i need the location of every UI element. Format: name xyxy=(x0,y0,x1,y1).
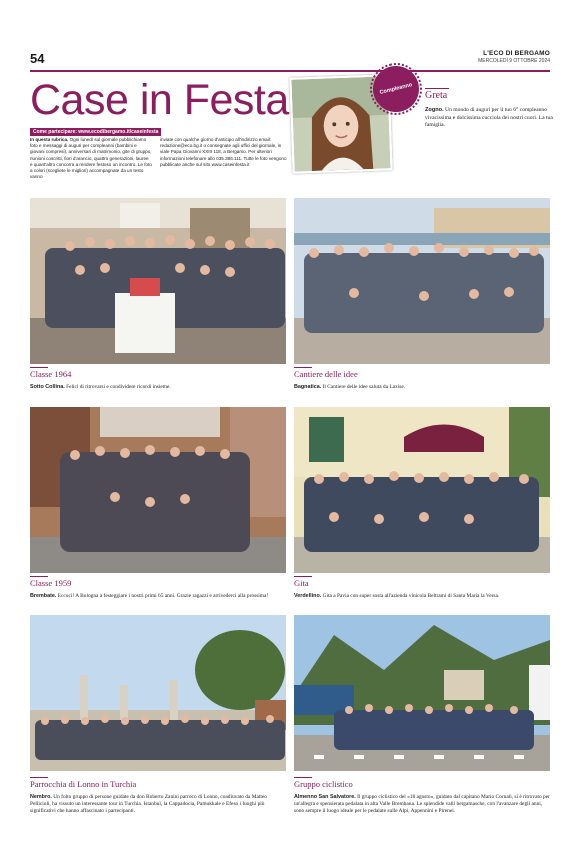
caption-body: Gita a Pavia con super sosta all'azienda vinicola Beltrami di Santa Maria la Versa. xyxy=(321,593,500,599)
greta-place: Zogno. xyxy=(425,107,444,113)
caption-text xyxy=(30,593,286,600)
howto-label[interactable]: Come partecipare: www.ecodibergamo.it/caseinfesta xyxy=(30,128,161,136)
caption-body: Felici di ritrovarsi e condividere ricordi insieme. xyxy=(64,384,171,390)
intro-text-2: inviate con qualche giorno d'anticipo all'indirizzo email: redazione@eco.bg.it o consegnate agli uffici del giornale, in viale Papa Giovanni XXIII 118, a Bergamo. Per ulteriori informazioni telefonare allo 035.386.111. Tutte le foto vengono pubblicate anche sul sito www.caseinfesta.it xyxy=(160,137,287,167)
intro-column-1 xyxy=(30,137,152,180)
photo-gruppo-ciclistico xyxy=(294,615,550,771)
caption-title: Gruppo ciclistico xyxy=(294,779,353,789)
caption-rule xyxy=(294,367,312,368)
section-title: Case in Festa xyxy=(30,76,289,124)
caption-rule xyxy=(30,367,48,368)
caption-title: Classe 1964 xyxy=(30,369,72,379)
caption-body: Il gruppo ciclistico del «18 agosto», guidato dal capitano Mario Cornali, si è ritrovato per un'allegra e spensierata pedalata in alta Valle Brembana. Le splendide valli bergamasche, con l'avanzare degli anni, sono sempre il luogo ideale per le pedalate sulle Alpi, Appennini e Pirenei. xyxy=(294,794,550,815)
caption-rule xyxy=(294,777,312,778)
intro-text-1: Ogni lunedì sul giornale pubblichiamo foto e messaggi di auguri per compleanni (bambini e giovani compresi), anniversari di matrimonio, gite di gruppo, riunioni coscritti, fiori d'arancio, quattro generazioni, lauree e quant'altro concorra a rendere festoso un incontro. Le foto a colori (scegliete le migliori) accompagnate da un testo vanno xyxy=(30,137,152,180)
caption-place: Nembro. xyxy=(30,794,52,800)
caption-text xyxy=(294,593,550,600)
caption-text xyxy=(30,384,286,391)
caption-rule xyxy=(294,576,312,577)
sticker-label: Compleanno xyxy=(379,82,413,96)
caption-rule xyxy=(30,777,48,778)
caption-body: Un folto gruppo di persone guidate da don Roberto Zanini parroco di Lonno, coadiuvato da Matteo Pellicioli, ha vissuto un interessante tour in Turchia. Istanbul, la Cappadocia, Pamukkale e Efeso i luoghi più significativi che hanno affascinato i partecipanti. xyxy=(30,794,267,815)
photo-gita xyxy=(294,407,550,573)
caption-text xyxy=(294,794,550,816)
intro-column-2 xyxy=(160,137,288,168)
photo-cantiere-delle-idee xyxy=(294,198,550,364)
caption-place: Verdellino. xyxy=(294,593,322,599)
caption-place: Almenno San Salvatore. xyxy=(294,794,356,800)
caption-title: Parrocchia di Lonno in Turchia xyxy=(30,779,137,789)
photo-parrocchia-lonno xyxy=(30,615,286,771)
greta-rule xyxy=(425,88,449,89)
page-number: 54 xyxy=(30,51,45,66)
masthead xyxy=(478,50,550,64)
caption-title: Classe 1959 xyxy=(30,578,72,588)
page-header xyxy=(30,47,550,69)
greta-message: Un mondo di auguri per il tuo 6° compleanno vivacissima e dolcissima cucciola dei nostri cuori. La tua famiglia. xyxy=(425,107,553,128)
caption-place: Sotto Collina. xyxy=(30,384,65,390)
caption-place: Bagnatica. xyxy=(294,384,322,390)
caption-text xyxy=(294,384,550,391)
caption-place: Brembate. xyxy=(30,593,57,599)
photo-classe-1964 xyxy=(30,198,286,364)
intro-lead: In questa rubrica. xyxy=(30,137,69,142)
caption-text xyxy=(30,794,286,816)
caption-rule xyxy=(30,576,48,577)
header-rule xyxy=(30,70,550,72)
caption-body: Eccoci! A Bologna a festeggiare i nostri primi 65 anni. Grazie ragazzi e arrivederci alla prossima! xyxy=(56,593,269,599)
newspaper-name: L'ECO DI BERGAMO xyxy=(483,50,550,57)
caption-body: Il Cantiere delle idee saluta da Laxise. xyxy=(321,384,406,390)
issue-date: MERCOLEDÌ 9 OTTOBRE 2024 xyxy=(478,58,550,64)
caption-title: Cantiere delle idee xyxy=(294,369,358,379)
caption-title: Gita xyxy=(294,578,309,588)
greta-caption xyxy=(425,107,553,130)
greta-name: Greta xyxy=(425,90,448,101)
photo-classe-1959 xyxy=(30,407,286,573)
